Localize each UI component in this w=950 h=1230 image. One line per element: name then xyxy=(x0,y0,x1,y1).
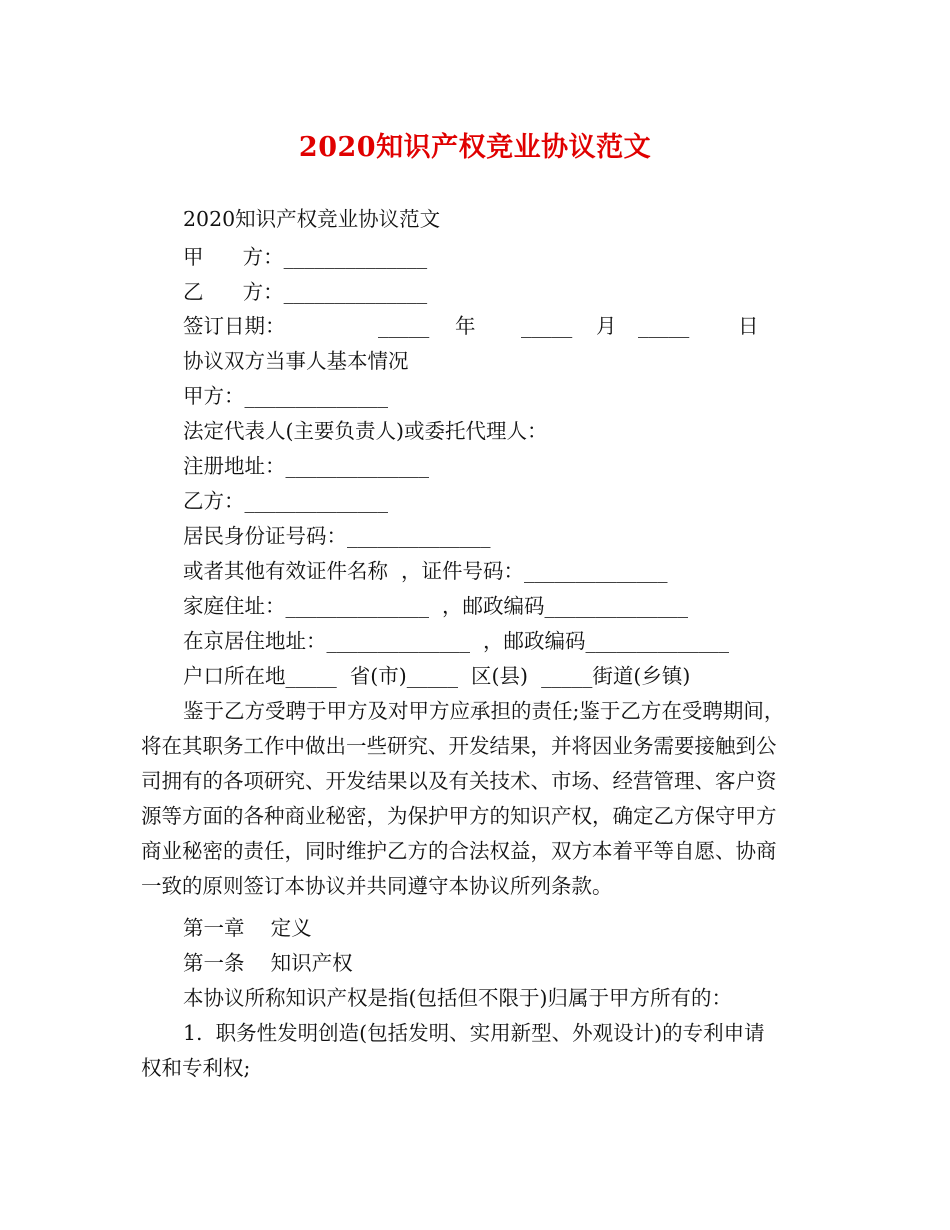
preamble-line: 一致的原则签订本协议并共同遵守本协议所列条款。 xyxy=(141,874,613,898)
party-a-short: 甲方：______________ xyxy=(183,384,388,408)
sign-date-line xyxy=(183,309,783,343)
article-heading: 第一条 知识产权 xyxy=(183,951,353,975)
party-b-line: 乙 方：______________ xyxy=(183,280,428,304)
preamble-line: 源等方面的各种商业秘密，为保护甲方的知识产权，确定乙方保守甲方 xyxy=(141,804,777,828)
party-a-line: 甲 方：______________ xyxy=(183,245,428,269)
year-label: 年 xyxy=(455,314,476,338)
definition-text: 本协议所称知识产权是指(包括但不限于)归属于甲方所有的： xyxy=(183,986,732,1010)
document-title: 2020知识产权竞业协议范文 xyxy=(298,132,652,163)
chapter-heading: 第一章 定义 xyxy=(183,916,312,940)
day-label: 日 xyxy=(738,314,759,338)
subtitle: 2020知识产权竞业协议范文 xyxy=(183,207,441,231)
month-blank: _____ xyxy=(521,314,573,338)
preamble-line: 商业秘密的责任，同时维护乙方的合法权益，双方本着平等自愿、协商 xyxy=(141,839,777,863)
list-item: 1. 职务性发明创造(包括发明、实用新型、外观设计)的专利申请 xyxy=(183,1021,765,1045)
home-address: 家庭住址：______________ ，邮政编码______________ xyxy=(183,594,689,618)
sign-date-label: 签订日期： xyxy=(183,314,286,338)
legal-representative: 法定代表人(主要负责人)或委托代理人： xyxy=(183,419,548,443)
other-id: 或者其他有效证件名称 ，证件号码：______________ xyxy=(183,559,668,583)
preamble-line: 将在其职务工作中做出一些研究、开发结果，并将因业务需要接触到公 xyxy=(141,734,777,758)
hukou-location: 户口所在地_____ 省(市)_____ 区(县) _____街道(乡镇) xyxy=(183,664,691,688)
registered-address: 注册地址：______________ xyxy=(183,454,429,478)
year-blank: _____ xyxy=(378,314,430,338)
day-blank: _____ xyxy=(638,314,690,338)
preamble-line: 司拥有的各项研究、开发结果以及有关技术、市场、经营管理、客户资 xyxy=(141,769,777,793)
id-number: 居民身份证号码：______________ xyxy=(183,524,491,548)
list-item-continued: 权和专利权; xyxy=(141,1056,251,1080)
month-label: 月 xyxy=(596,314,617,338)
beijing-address: 在京居住地址：______________ ，邮政编码______________ xyxy=(183,629,730,653)
preamble-line: 鉴于乙方受聘于甲方及对甲方应承担的责任;鉴于乙方在受聘期间， xyxy=(183,699,785,723)
party-b-short: 乙方：______________ xyxy=(183,489,388,513)
basic-info-heading: 协议双方当事人基本情况 xyxy=(183,349,409,373)
